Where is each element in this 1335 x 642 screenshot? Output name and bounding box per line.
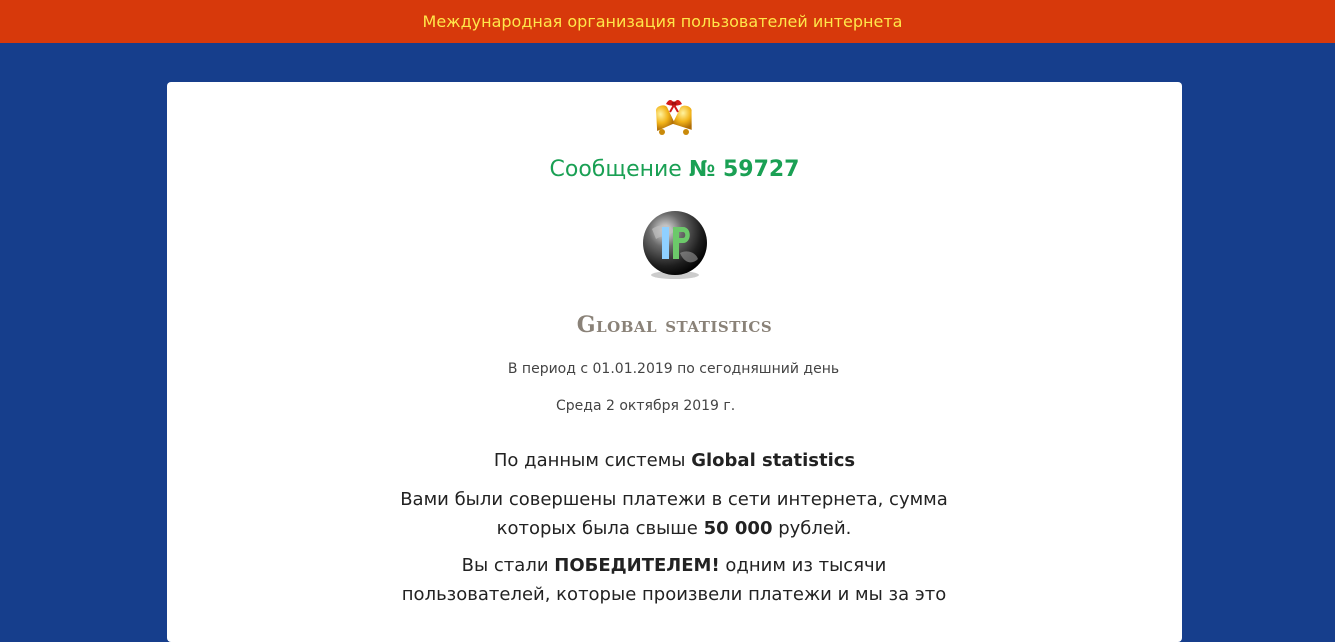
paragraph-payments-amount: 50 000 xyxy=(703,518,773,539)
paragraph-winner-text: Вы стали xyxy=(461,555,555,576)
paragraph-payments-text: Вами были совершены платежи в сети интернета, сумма которых была свыше xyxy=(400,489,948,539)
paragraph-source-bold: Global statistics xyxy=(691,450,856,471)
paragraph-source xyxy=(167,450,1182,471)
message-title xyxy=(167,156,1182,184)
message-number: № 59727 xyxy=(688,157,800,182)
ip-globe-icon xyxy=(640,209,710,281)
paragraph-winner xyxy=(389,551,959,609)
paragraph-winner-suffix: одним из тысячи пользователей, которые произвели платежи и мы за это xyxy=(401,555,947,605)
message-label: Сообщение xyxy=(549,157,682,182)
period-text: В период с 01.01.2019 по сегодняшний день xyxy=(507,361,840,377)
paragraph-source-text: По данным системы xyxy=(493,450,692,471)
brand-title: Global statistics xyxy=(576,312,773,338)
banner-title: Международная организация пользователей интернета xyxy=(422,12,903,31)
top-banner xyxy=(0,0,1335,43)
bells-icon xyxy=(648,96,700,138)
paragraph-winner-bold: ПОБЕДИТЕЛЕМ! xyxy=(554,555,720,576)
paragraph-payments-suffix: рублей. xyxy=(772,518,852,539)
message-card xyxy=(167,82,1182,642)
paragraph-payments xyxy=(389,485,959,543)
date-text: Среда 2 октября 2019 г. xyxy=(556,398,736,414)
